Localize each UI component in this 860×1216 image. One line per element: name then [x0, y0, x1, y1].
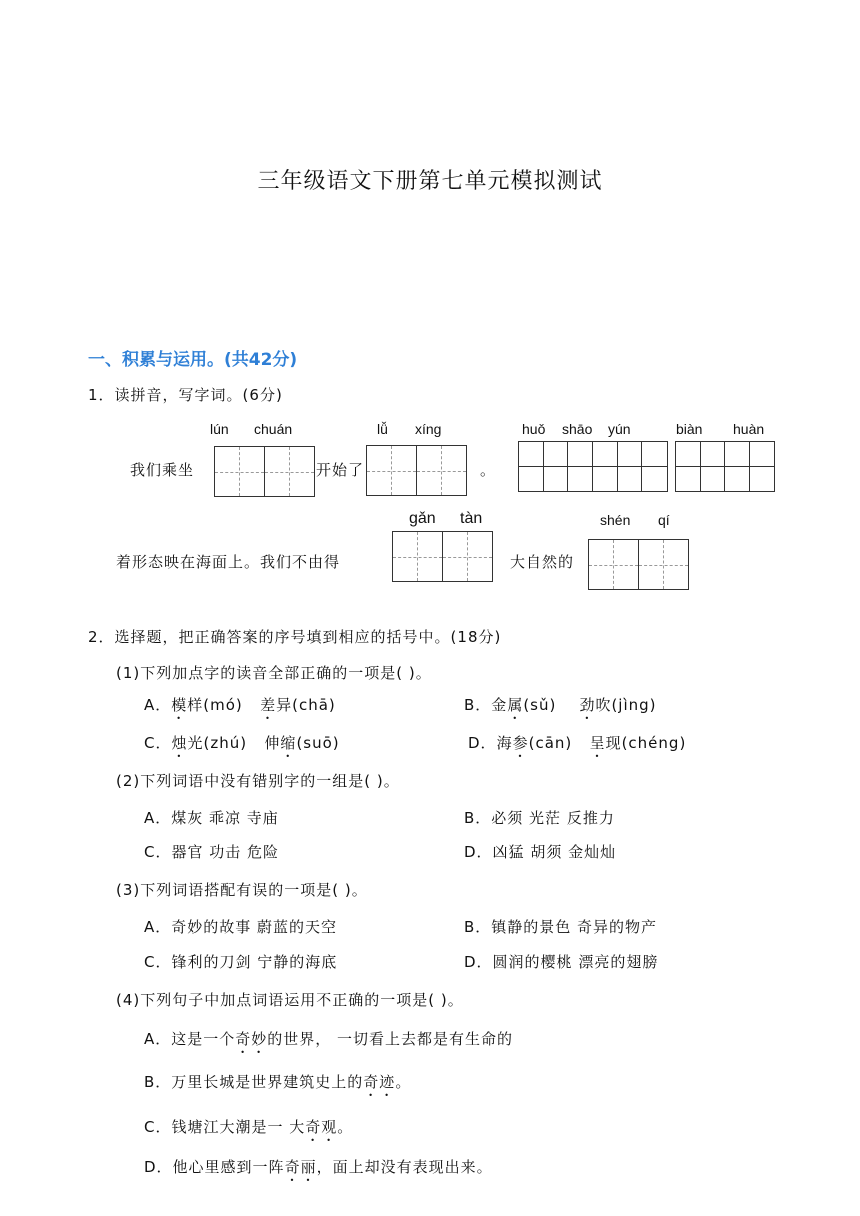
sentence-text: 。 [480, 461, 497, 479]
question-1-stem: 1．读拼音，写字词。(6分) [88, 386, 283, 404]
writing-grid-lvxing[interactable] [366, 445, 467, 496]
pinyin: chuán [254, 421, 293, 437]
pinyin: yún [608, 421, 631, 437]
pinyin: shén [600, 512, 631, 528]
pinyin: lǚ [377, 421, 388, 437]
writing-grid-shenqi[interactable] [588, 539, 689, 590]
option-d[interactable]: D．圆润的樱桃 漂亮的翅膀 [464, 953, 659, 971]
pinyin: qí [658, 512, 670, 528]
sentence-text: 大自然的 [510, 553, 575, 571]
option-a[interactable]: A．奇妙的故事 蔚蓝的天空 [144, 918, 338, 936]
option-b[interactable]: B．万里长城是世界建筑史上的奇迹。 [144, 1073, 412, 1091]
pinyin: huàn [733, 421, 765, 437]
option-a[interactable]: A．煤灰 乖凉 寺庙 [144, 809, 279, 827]
writing-grid-lunchuan[interactable] [214, 446, 315, 497]
option-b[interactable]: B．镇静的景色 奇异的物产 [464, 918, 658, 936]
writing-grid-gantan[interactable] [392, 531, 493, 582]
sub-question-2: (2)下列词语中没有错别字的一组是( )。 [116, 772, 400, 790]
sub-question-4: (4)下列句子中加点词语运用不正确的一项是( )。 [116, 991, 464, 1009]
pinyin: lún [210, 421, 229, 437]
option-a[interactable]: A．模样(mó) 差异(chā) [144, 696, 336, 714]
sentence-text: 我们乘坐 [130, 461, 195, 479]
option-c[interactable]: C．器官 功击 危险 [144, 843, 280, 861]
pinyin: biàn [676, 421, 703, 437]
writing-grid-bianhuan[interactable] [675, 441, 775, 492]
section-heading: 一、积累与运用。(共42分) [88, 350, 298, 370]
pinyin: huǒ [522, 421, 546, 437]
sentence-text: 着形态映在海面上。我们不由得 [116, 553, 341, 571]
pinyin: tàn [460, 510, 483, 527]
page-title: 三年级语文下册第七单元模拟测试 [257, 169, 603, 194]
sub-question-3: (3)下列词语搭配有误的一项是( )。 [116, 881, 368, 899]
option-b[interactable]: B．金属(sǔ) 劲吹(jìng) [464, 696, 657, 714]
option-c[interactable]: C．钱塘江大潮是一 大奇观。 [144, 1118, 354, 1136]
question-2-stem: 2．选择题，把正确答案的序号填到相应的括号中。(18分) [88, 628, 502, 646]
option-d[interactable]: D．他心里感到一阵奇丽，面上却没有表现出来。 [144, 1158, 493, 1176]
sub-question-1: (1)下列加点字的读音全部正确的一项是( )。 [116, 664, 432, 682]
writing-grid-huoshaoyun[interactable] [518, 441, 668, 492]
option-c[interactable]: C．锋利的刀剑 宁静的海底 [144, 953, 338, 971]
sentence-text: 开始了 [316, 461, 365, 479]
option-b[interactable]: B．必须 光茫 反推力 [464, 809, 615, 827]
option-d[interactable]: D．凶猛 胡须 金灿灿 [464, 843, 617, 861]
pinyin: shāo [562, 421, 593, 437]
pinyin: xíng [415, 421, 442, 437]
option-a[interactable]: A．这是一个奇妙的世界， 一切看上去都是有生命的 [144, 1030, 514, 1048]
pinyin: gǎn [409, 510, 436, 527]
option-d[interactable]: D．海参(cān) 呈现(chéng) [468, 734, 687, 752]
option-c[interactable]: C．烛光(zhú) 伸缩(suō) [144, 734, 340, 752]
